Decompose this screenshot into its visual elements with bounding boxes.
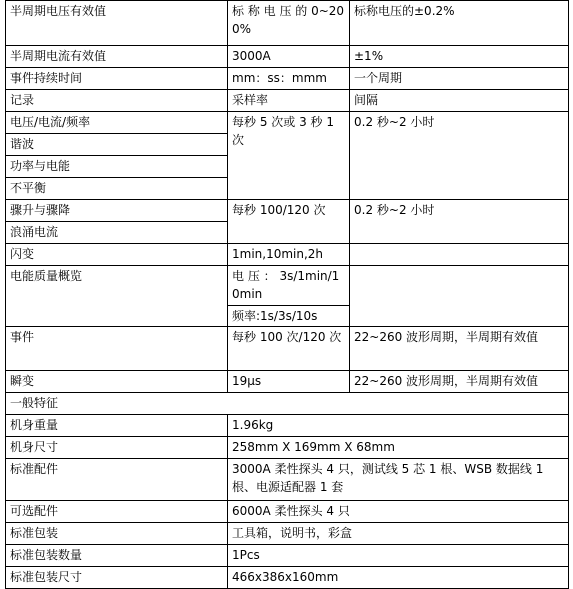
param-value: 6000A 柔性探头 4 只 <box>228 501 569 523</box>
param-value: 每秒 100 次/120 次 <box>228 327 350 371</box>
param-name: 浪涌电流 <box>6 222 228 244</box>
param-name: 标准包装 <box>6 523 228 545</box>
param-interval: 22~260 波形周期，半周期有效值 <box>350 371 569 393</box>
param-name: 机身重量 <box>6 415 228 437</box>
param-name: 标准包装尺寸 <box>6 567 228 589</box>
param-value: 每秒 100/120 次 <box>228 200 350 244</box>
param-accuracy: ±1% <box>350 46 569 68</box>
param-name: 半周期电流有效值 <box>6 46 228 68</box>
param-value: 258mm X 169mm X 68mm <box>228 437 569 459</box>
param-interval: 22~260 波形周期，半周期有效值 <box>350 327 569 371</box>
param-name: 瞬变 <box>6 371 228 393</box>
param-name: 功率与电能 <box>6 156 228 178</box>
param-name: 不平衡 <box>6 178 228 200</box>
table-row <box>6 68 569 90</box>
column-header-sample-rate: 采样率 <box>228 90 350 112</box>
table-row <box>6 523 569 545</box>
param-value: 频率:1s/3s/10s <box>228 306 350 327</box>
table-row <box>6 437 569 459</box>
table-row <box>6 327 569 371</box>
param-value: 每秒 5 次或 3 秒 1 次 <box>228 112 350 200</box>
table-row <box>6 90 569 112</box>
table-row <box>6 459 569 501</box>
param-name: 谐波 <box>6 134 228 156</box>
table-row <box>6 545 569 567</box>
table-row <box>6 415 569 437</box>
spec-table <box>5 0 569 589</box>
param-name: 电压/电流/频率 <box>6 112 228 134</box>
table-row <box>6 501 569 523</box>
param-interval <box>350 266 569 327</box>
param-name: 机身尺寸 <box>6 437 228 459</box>
param-name: 闪变 <box>6 244 228 266</box>
param-value: 1.96kg <box>228 415 569 437</box>
table-row <box>6 1 569 46</box>
param-name: 电能质量概览 <box>6 266 228 327</box>
param-name: 事件 <box>6 327 228 371</box>
param-name: 可选配件 <box>6 501 228 523</box>
column-header-interval: 间隔 <box>350 90 569 112</box>
param-accuracy: 一个周期 <box>350 68 569 90</box>
param-interval: 0.2 秒~2 小时 <box>350 112 569 200</box>
param-value: 1min,10min,2h <box>228 244 350 266</box>
table-row <box>6 112 569 134</box>
param-accuracy: 标称电压的±0.2% <box>350 1 569 46</box>
param-name: 记录 <box>6 90 228 112</box>
table-row <box>6 266 569 306</box>
param-value: 19μs <box>228 371 350 393</box>
table-row <box>6 46 569 68</box>
param-value: mm：ss：mmm <box>228 68 350 90</box>
param-interval <box>350 244 569 266</box>
param-value: 1Pcs <box>228 545 569 567</box>
param-name: 标准包装数量 <box>6 545 228 567</box>
param-name: 骤升与骤降 <box>6 200 228 222</box>
param-value: 工具箱，说明书，彩盒 <box>228 523 569 545</box>
param-name: 标准配件 <box>6 459 228 501</box>
table-row <box>6 371 569 393</box>
table-row <box>6 244 569 266</box>
table-row <box>6 393 569 415</box>
table-row <box>6 200 569 222</box>
param-value: 3000A <box>228 46 350 68</box>
param-value: 标 称 电 压 的 0~200% <box>228 1 350 46</box>
param-value: 3000A 柔性探头 4 只，测试线 5 芯 1 根、WSB 数据线 1 根、电源适配器 1 套 <box>228 459 569 501</box>
param-value: 466x386x160mm <box>228 567 569 589</box>
param-name: 半周期电压有效值 <box>6 1 228 46</box>
section-heading: 一般特征 <box>6 393 569 415</box>
table-row <box>6 567 569 589</box>
param-name: 事件持续时间 <box>6 68 228 90</box>
param-value: 电 压 ： 3s/1min/10min <box>228 266 350 306</box>
param-interval: 0.2 秒~2 小时 <box>350 200 569 244</box>
